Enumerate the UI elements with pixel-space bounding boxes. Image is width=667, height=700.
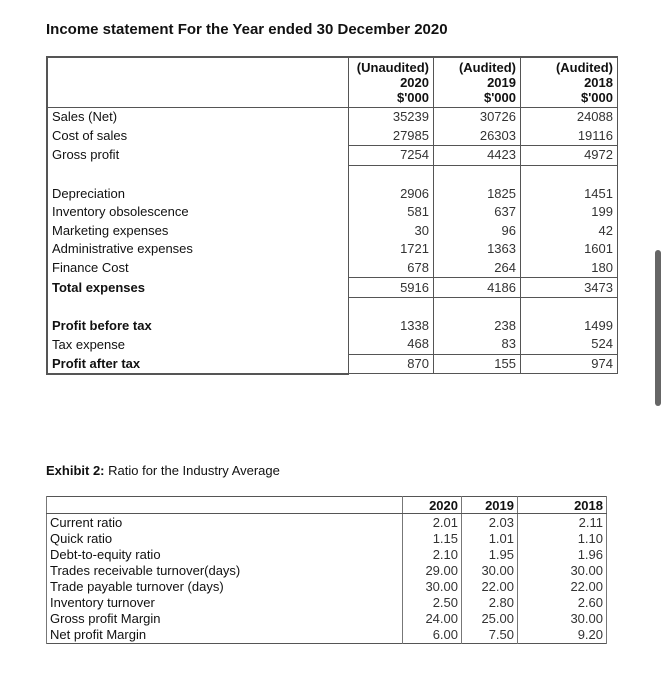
ratio-table <box>46 496 607 644</box>
scrollbar[interactable] <box>655 250 661 406</box>
page-title: Income statement For the Year ended 30 December 2020 <box>46 21 448 38</box>
cell-value: 7254 <box>349 146 434 166</box>
row-label: Sales (Net) <box>47 108 349 127</box>
table-row <box>47 562 607 578</box>
cell-value: 2.11 <box>518 514 607 531</box>
table-row <box>47 278 618 298</box>
table-row <box>47 240 618 259</box>
spacer-row <box>47 165 618 184</box>
cell-value: 1338 <box>349 317 434 336</box>
row-label: Quick ratio <box>47 530 403 546</box>
cell-value: 1721 <box>349 240 434 259</box>
cell-value: 1825 <box>434 184 521 203</box>
cell-value: 1363 <box>434 240 521 259</box>
column-header <box>434 57 521 108</box>
cell-value: 1499 <box>521 317 618 336</box>
cell-value: 30.00 <box>518 562 607 578</box>
unit: $'000 <box>580 90 613 105</box>
unit: $'000 <box>483 90 516 105</box>
row-label: Administrative expenses <box>47 240 349 259</box>
cell-value: 180 <box>521 259 618 278</box>
column-header <box>349 57 434 108</box>
table-row <box>47 611 607 627</box>
exhibit-title-text: Ratio for the Industry Average <box>104 463 280 478</box>
cell-value: 96 <box>434 222 521 241</box>
cell-value: 678 <box>349 259 434 278</box>
cell-value: 238 <box>434 317 521 336</box>
row-label: Gross profit <box>47 146 349 166</box>
row-label: Inventory obsolescence <box>47 203 349 222</box>
cell-value: 264 <box>434 259 521 278</box>
cell-value: 29.00 <box>403 562 462 578</box>
cell-value: 4972 <box>521 146 618 166</box>
cell-value: 870 <box>349 354 434 374</box>
row-label: Finance Cost <box>47 259 349 278</box>
cell-value: 7.50 <box>462 627 518 644</box>
cell-value: 30726 <box>434 108 521 127</box>
cell-value: 199 <box>521 203 618 222</box>
row-label: Tax expense <box>47 335 349 354</box>
cell-value: 30.00 <box>403 578 462 594</box>
cell-value: 24.00 <box>403 611 462 627</box>
cell-value: 3473 <box>521 278 618 298</box>
row-label: Depreciation <box>47 184 349 203</box>
header-blank <box>47 57 349 108</box>
table-row <box>47 514 607 531</box>
audit-status: (Audited) <box>458 60 516 75</box>
cell-value: 1.10 <box>518 530 607 546</box>
cell-value: 1.01 <box>462 530 518 546</box>
row-label: Gross profit Margin <box>47 611 403 627</box>
row-label: Profit after tax <box>47 354 349 374</box>
cell-value: 1.15 <box>403 530 462 546</box>
cell-value: 25.00 <box>462 611 518 627</box>
column-header: 2019 <box>462 497 518 514</box>
cell-value: 1451 <box>521 184 618 203</box>
cell-value: 581 <box>349 203 434 222</box>
cell-value: 155 <box>434 354 521 374</box>
cell-value: 524 <box>521 335 618 354</box>
row-label: Profit before tax <box>47 317 349 336</box>
cell-value: 27985 <box>349 127 434 146</box>
cell-value: 2.01 <box>403 514 462 531</box>
cell-value: 35239 <box>349 108 434 127</box>
table-row <box>47 108 618 127</box>
header-row <box>47 57 618 108</box>
cell-value: 2.03 <box>462 514 518 531</box>
column-header <box>521 57 618 108</box>
cell-value: 1.95 <box>462 546 518 562</box>
cell-value: 22.00 <box>462 578 518 594</box>
row-label: Trade payable turnover (days) <box>47 578 403 594</box>
cell-value: 30.00 <box>462 562 518 578</box>
cell-value: 1601 <box>521 240 618 259</box>
table-row <box>47 546 607 562</box>
cell-value: 468 <box>349 335 434 354</box>
audit-status: (Unaudited) <box>356 60 429 75</box>
cell-value: 974 <box>521 354 618 374</box>
table-row <box>47 317 618 336</box>
cell-value: 6.00 <box>403 627 462 644</box>
spacer-row <box>47 297 618 316</box>
table-row <box>47 530 607 546</box>
cell-value: 2.50 <box>403 595 462 611</box>
table-row <box>47 354 618 374</box>
row-label: Cost of sales <box>47 127 349 146</box>
cell-value: 4186 <box>434 278 521 298</box>
cell-value: 637 <box>434 203 521 222</box>
table-row <box>47 335 618 354</box>
row-label: Total expenses <box>47 278 349 298</box>
table-row <box>47 627 607 644</box>
table-row <box>47 127 618 146</box>
table-row <box>47 146 618 166</box>
table-row <box>47 203 618 222</box>
table-row <box>47 578 607 594</box>
cell-value: 2.80 <box>462 595 518 611</box>
cell-value: 5916 <box>349 278 434 298</box>
column-header: 2020 <box>403 497 462 514</box>
header-row <box>47 497 607 514</box>
cell-value: 30.00 <box>518 611 607 627</box>
cell-value: 2906 <box>349 184 434 203</box>
table-row <box>47 595 607 611</box>
exhibit-title <box>46 463 280 478</box>
year: 2018 <box>584 75 613 90</box>
table-row <box>47 259 618 278</box>
row-label: Marketing expenses <box>47 222 349 241</box>
cell-value: 22.00 <box>518 578 607 594</box>
column-header: 2018 <box>518 497 607 514</box>
exhibit-prefix: Exhibit 2: <box>46 463 105 478</box>
unit: $'000 <box>396 90 429 105</box>
row-label: Current ratio <box>47 514 403 531</box>
audit-status: (Audited) <box>555 60 613 75</box>
cell-value: 26303 <box>434 127 521 146</box>
row-label: Net profit Margin <box>47 627 403 644</box>
cell-value: 2.10 <box>403 546 462 562</box>
cell-value: 9.20 <box>518 627 607 644</box>
cell-value: 30 <box>349 222 434 241</box>
year: 2019 <box>487 75 516 90</box>
cell-value: 42 <box>521 222 618 241</box>
income-statement-table <box>46 56 618 375</box>
row-label: Inventory turnover <box>47 595 403 611</box>
cell-value: 24088 <box>521 108 618 127</box>
table-row <box>47 184 618 203</box>
cell-value: 1.96 <box>518 546 607 562</box>
cell-value: 19116 <box>521 127 618 146</box>
cell-value: 2.60 <box>518 595 607 611</box>
year: 2020 <box>400 75 429 90</box>
row-label: Debt-to-equity ratio <box>47 546 403 562</box>
table-row <box>47 222 618 241</box>
cell-value: 4423 <box>434 146 521 166</box>
cell-value: 83 <box>434 335 521 354</box>
row-label: Trades receivable turnover(days) <box>47 562 403 578</box>
